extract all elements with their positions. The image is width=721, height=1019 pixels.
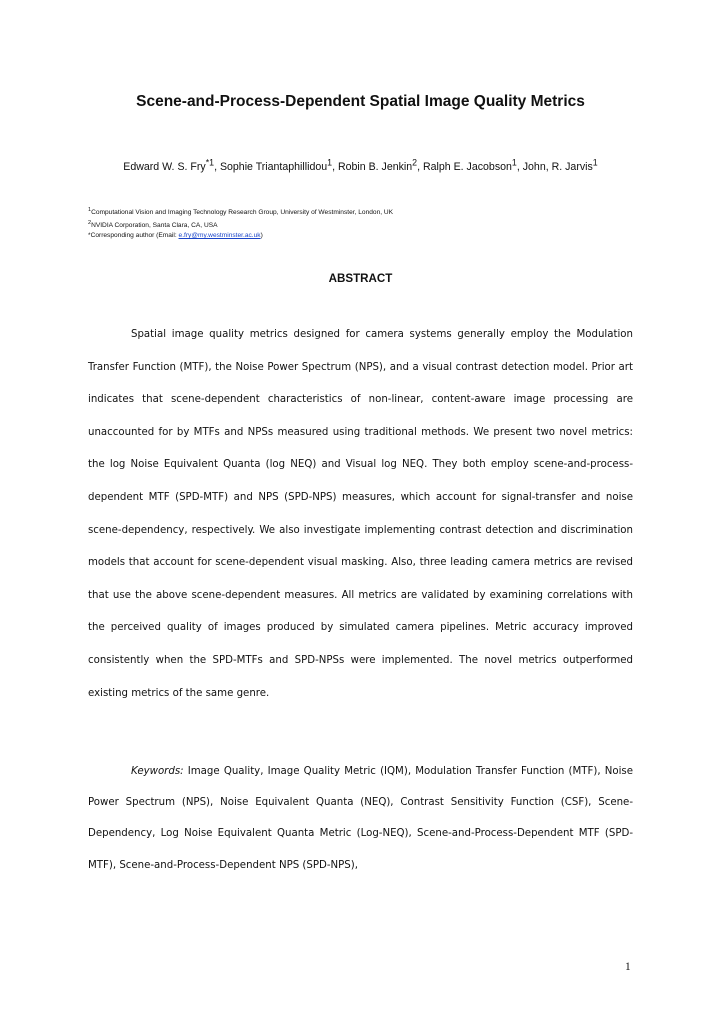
- author: Edward W. S. Fry$^{*1}$,: [123, 157, 220, 173]
- author: Ralph E. Jacobson$^1$,: [422, 157, 523, 173]
- email-link[interactable]: e.fry@my.westminster.ac.uk: [178, 232, 261, 240]
- page-number: 1: [625, 961, 631, 973]
- keywords-paragraph: [88, 756, 633, 881]
- affiliation-line: $^1$Computational Vision and Imaging Technology Research Group, University of Westminster, London, UK: [88, 207, 394, 217]
- paper-title: Scene-and-Process-Dependent Spatial Image Quality Metrics: [136, 93, 585, 110]
- author: Sophie Triantaphillidou$^1$,: [219, 157, 338, 173]
- affiliation-line: $^2$NVIDIA Corporation, Santa Clara, CA, USA: [88, 220, 218, 230]
- author-list: [0, 157, 721, 173]
- abstract-heading: ABSTRACT: [328, 272, 393, 285]
- corresponding-author: *Corresponding author (Email: e.fry@my.westminster.ac.uk): [88, 232, 263, 240]
- keywords-text: Image Quality, Image Quality Metric (IQM), Modulation Transfer Function (MTF), Noise Power Spectrum (NPS), Noise Equivalent Quanta (NEQ), Contrast Sensitivity Function (CSF), Scene-Dependency, Log Noise Equivalent Quanta Metric (Log-NEQ), Scene-and-Process-Dependent MTF (SPD-MTF), Scene-and-Process-Dependent NPS (SPD-NPS),: [88, 766, 633, 871]
- abstract-body: Spatial image quality metrics designed for camera systems generally employ the Modulation Transfer Function (MTF), the Noise Power Spectrum (NPS), and a visual contrast detection model. Prior art indicates that scene-dependent characteristics of non-linear, content-aware image processing are unaccounted for by MTFs and NPSs measured using traditional methods. We present two novel metrics: the log Noise Equivalent Quanta (log NEQ) and Visual log NEQ. They both employ scene-and-process-dependent MTF (SPD-MTF) and NPS (SPD-NPS) measures, which account for signal-transfer and noise scene-dependency, respectively. We also investigate implementing contrast detection and discrimination models that account for scene-dependent visual masking. Also, three leading camera metrics are revised that use the above scene-dependent measures. All metrics are validated by examining correlations with the perceived quality of images produced by simulated camera pipelines. Metric accuracy improved consistently when the SPD-MTFs and SPD-NPSs were implemented. The novel metrics outperformed existing metrics of the same genre.: [88, 329, 633, 699]
- keywords-label: Keywords:: [131, 766, 184, 777]
- author: John, R. Jarvis$^1$: [522, 157, 598, 173]
- author: Robin B. Jenkin$^2$,: [337, 157, 423, 173]
- affiliations: [88, 205, 393, 241]
